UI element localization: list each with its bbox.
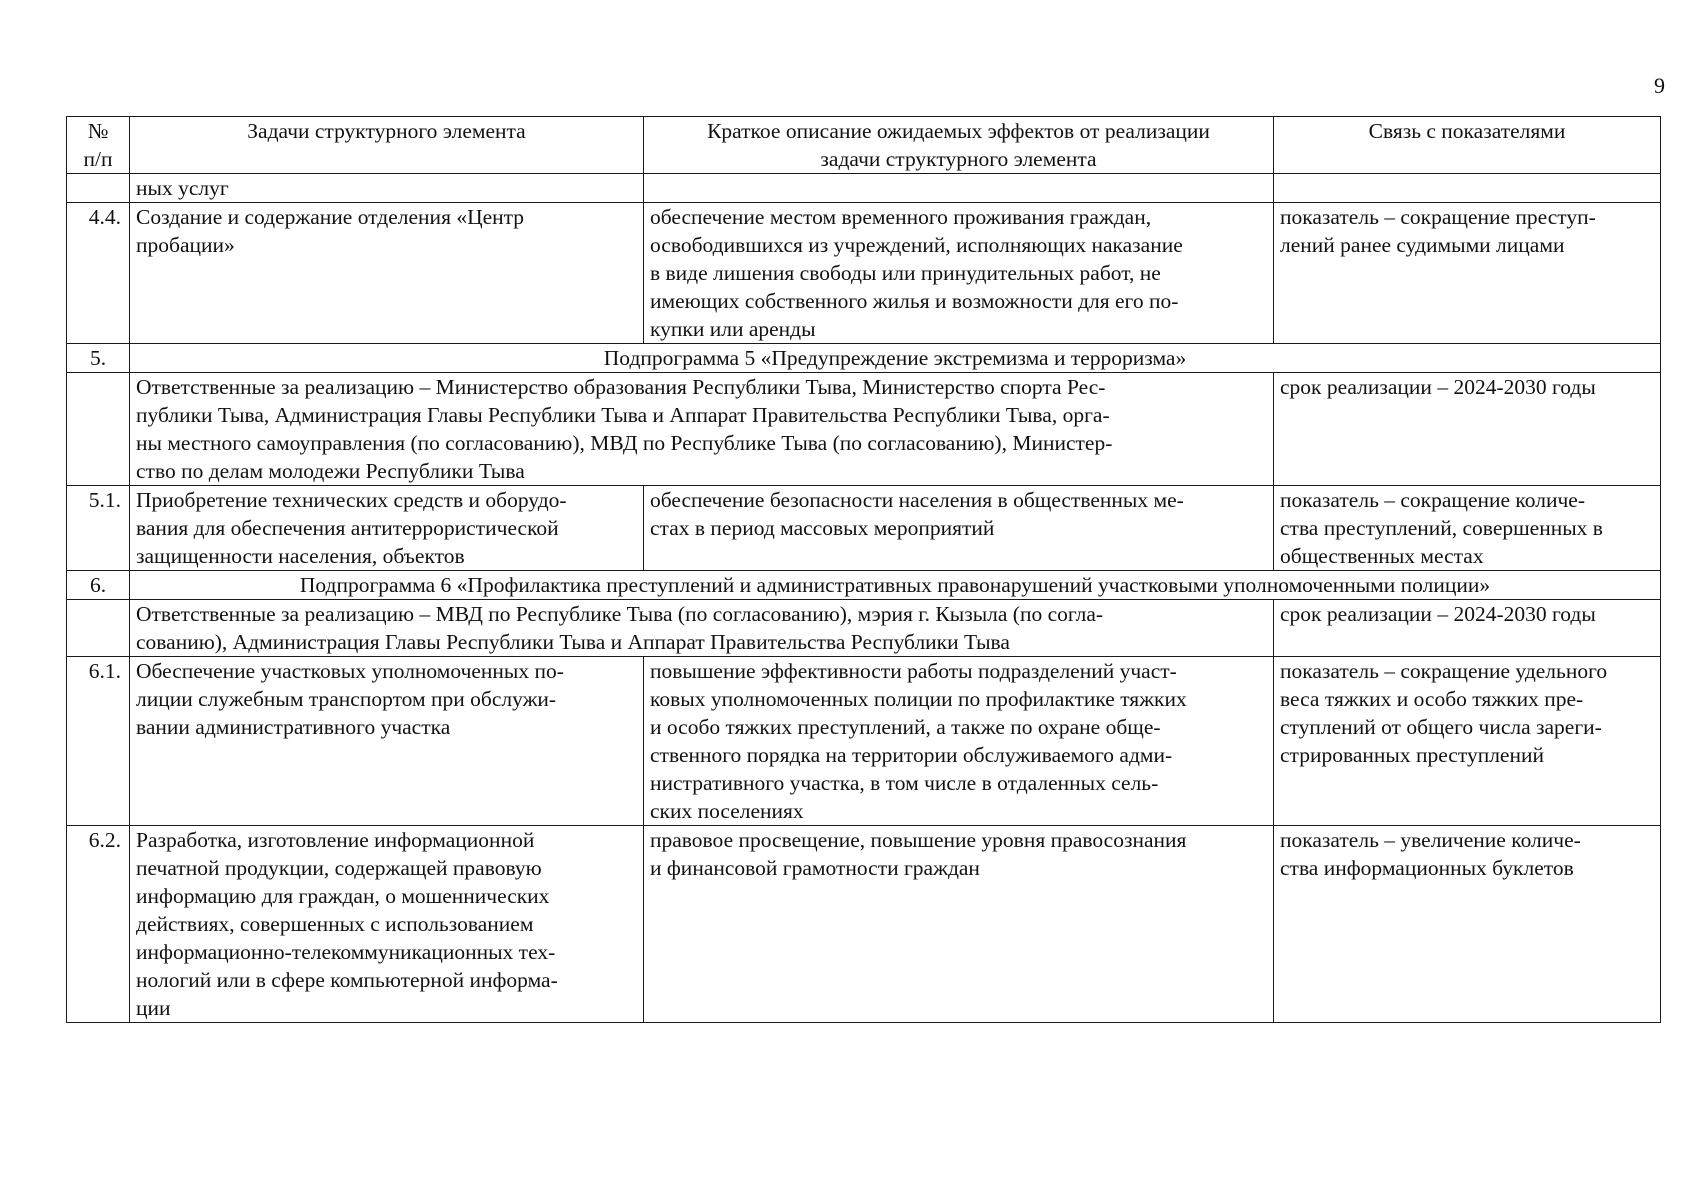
text-line: Связь с показателями xyxy=(1368,119,1566,143)
row-number: 5. xyxy=(67,344,130,373)
header-row xyxy=(67,117,1661,174)
text-line: ственного порядка на территории обслуживаемого адми- xyxy=(650,743,1173,767)
text-line: обеспечение местом временного проживания граждан, xyxy=(650,205,1152,229)
text-line: веса тяжких и особо тяжких пре- xyxy=(1280,687,1584,711)
text-line: Краткое описание ожидаемых эффектов от реализации xyxy=(707,119,1210,143)
effect-description-cell xyxy=(644,657,1274,826)
task-row xyxy=(67,826,1661,1023)
text-line: ных услуг xyxy=(136,176,229,200)
text-line: показатель – сокращение удельного xyxy=(1280,659,1608,683)
text-line: ских поселениях xyxy=(650,799,804,823)
text-line: повышение эффективности работы подразделений участ- xyxy=(650,659,1177,683)
effect-description-cell xyxy=(644,174,1274,203)
row-number: 6.1. xyxy=(67,657,130,826)
text-line: нологий или в сфере компьютерной информа- xyxy=(136,968,558,992)
text-line: информационно-телекоммуникационных тех- xyxy=(136,940,556,964)
text-line: ства информационных буклетов xyxy=(1280,856,1574,880)
table-header xyxy=(67,117,1661,174)
effect-description-cell xyxy=(644,826,1274,1023)
text-line: ство по делам молодежи Республики Тыва xyxy=(136,459,525,483)
responsible-text xyxy=(130,600,1274,657)
text-line: освободившихся из учреждений, исполняющих наказание xyxy=(650,233,1183,257)
row-number: 6. xyxy=(67,571,130,600)
text-line: правовое просвещение, повышение уровня правосознания xyxy=(650,828,1187,852)
text-line: срок реализации – 2024-2030 годы xyxy=(1280,602,1596,626)
text-line: № xyxy=(87,119,109,143)
text-line: Обеспечение участковых уполномоченных по- xyxy=(136,659,564,683)
indicator-link-cell xyxy=(1274,657,1661,826)
responsible-row xyxy=(67,373,1661,486)
text-line: стах в период массовых мероприятий xyxy=(650,516,995,540)
subprogram-row xyxy=(67,344,1661,373)
text-line: Приобретение технических средств и оборудо- xyxy=(136,488,567,512)
text-line: в виде лишения свободы или принудительных работ, не xyxy=(650,261,1161,285)
page-number: 9 xyxy=(1654,73,1665,98)
header-task xyxy=(130,117,644,174)
implementation-term xyxy=(1274,373,1661,486)
indicator-link-cell xyxy=(1274,486,1661,571)
subprogram-title: Подпрограмма 6 «Профилактика преступлений и административных правонарушений участковыми уполномоченными полиции» xyxy=(130,571,1661,600)
text-line: показатель – увеличение количе- xyxy=(1280,828,1581,852)
text-line: Ответственные за реализацию – МВД по Республике Тыва (по согласованию), мэрия г. Кызыла (по согла- xyxy=(136,602,1104,626)
text-line: срок реализации – 2024-2030 годы xyxy=(1280,375,1596,399)
text-line: нистративного участка, в том числе в отдаленных сель- xyxy=(650,771,1159,795)
task-cell xyxy=(130,826,644,1023)
text-line: Задачи структурного элемента xyxy=(247,119,526,143)
header-indicators xyxy=(1274,117,1661,174)
text-line: лений ранее судимыми лицами xyxy=(1280,233,1565,257)
indicator-link-cell xyxy=(1274,203,1661,344)
subprogram-title: Подпрограмма 5 «Предупреждение экстремизма и терроризма» xyxy=(130,344,1661,373)
text-line: действиях, совершенных с использованием xyxy=(136,912,534,936)
text-line: ны местного самоуправления (по согласованию), МВД по Республике Тыва (по согласованию), Министер- xyxy=(136,431,1113,455)
task-row xyxy=(67,174,1661,203)
task-row xyxy=(67,203,1661,344)
text-line: имеющих собственного жилья и возможности для его по- xyxy=(650,289,1179,313)
task-cell xyxy=(130,657,644,826)
responsible-text xyxy=(130,373,1274,486)
effect-description-cell xyxy=(644,486,1274,571)
program-table xyxy=(66,116,1661,1023)
text-line: ковых уполномоченных полиции по профилактике тяжких xyxy=(650,687,1187,711)
text-line: информацию для граждан, о мошеннических xyxy=(136,884,550,908)
text-line: обеспечение безопасности населения в общественных ме- xyxy=(650,488,1184,512)
row-number: 5.1. xyxy=(67,486,130,571)
text-line: купки или аренды xyxy=(650,317,816,341)
text-line: стрированных преступлений xyxy=(1280,743,1544,767)
text-line: ства преступлений, совершенных в xyxy=(1280,516,1603,540)
row-number: 6.2. xyxy=(67,826,130,1023)
header-num xyxy=(67,117,130,174)
text-line: защищенности населения, объектов xyxy=(136,544,465,568)
responsible-row xyxy=(67,600,1661,657)
header-description xyxy=(644,117,1274,174)
text-line: Разработка, изготовление информационной xyxy=(136,828,535,852)
text-line: и особо тяжких преступлений, а также по охране обще- xyxy=(650,715,1161,739)
subprogram-row xyxy=(67,571,1661,600)
task-cell xyxy=(130,174,644,203)
text-line: и финансовой грамотности граждан xyxy=(650,856,980,880)
text-line: ции xyxy=(136,996,171,1020)
task-row xyxy=(67,486,1661,571)
text-line: показатель – сокращение преступ- xyxy=(1280,205,1596,229)
indicator-link-cell xyxy=(1274,174,1661,203)
row-number xyxy=(67,174,130,203)
text-line: Ответственные за реализацию – Министерство образования Республики Тыва, Министерство спорта Рес- xyxy=(136,375,1106,399)
text-line: пробации» xyxy=(136,233,235,257)
text-line: лиции служебным транспортом при обслужи- xyxy=(136,687,557,711)
text-line: п/п xyxy=(83,147,113,171)
text-line: вания для обеспечения антитеррористической xyxy=(136,516,559,540)
task-cell xyxy=(130,486,644,571)
implementation-term xyxy=(1274,600,1661,657)
row-number: 4.4. xyxy=(67,203,130,344)
indicator-link-cell xyxy=(1274,826,1661,1023)
table-body xyxy=(67,174,1661,1023)
text-line: публики Тыва, Администрация Главы Республики Тыва и Аппарат Правительства Республики Тыва, орга- xyxy=(136,403,1110,427)
row-number xyxy=(67,600,130,657)
text-line: печатной продукции, содержащей правовую xyxy=(136,856,542,880)
row-number xyxy=(67,373,130,486)
task-cell xyxy=(130,203,644,344)
effect-description-cell xyxy=(644,203,1274,344)
text-line: задачи структурного элемента xyxy=(820,147,1097,171)
text-line: ступлений от общего числа зареги- xyxy=(1280,715,1602,739)
text-line: вании административного участка xyxy=(136,715,451,739)
text-line: сованию), Администрация Главы Республики Тыва и Аппарат Правительства Республики Тыва xyxy=(136,630,1010,654)
text-line: показатель – сокращение количе- xyxy=(1280,488,1585,512)
task-row xyxy=(67,657,1661,826)
text-line: Создание и содержание отделения «Центр xyxy=(136,205,525,229)
text-line: общественных местах xyxy=(1280,544,1484,568)
